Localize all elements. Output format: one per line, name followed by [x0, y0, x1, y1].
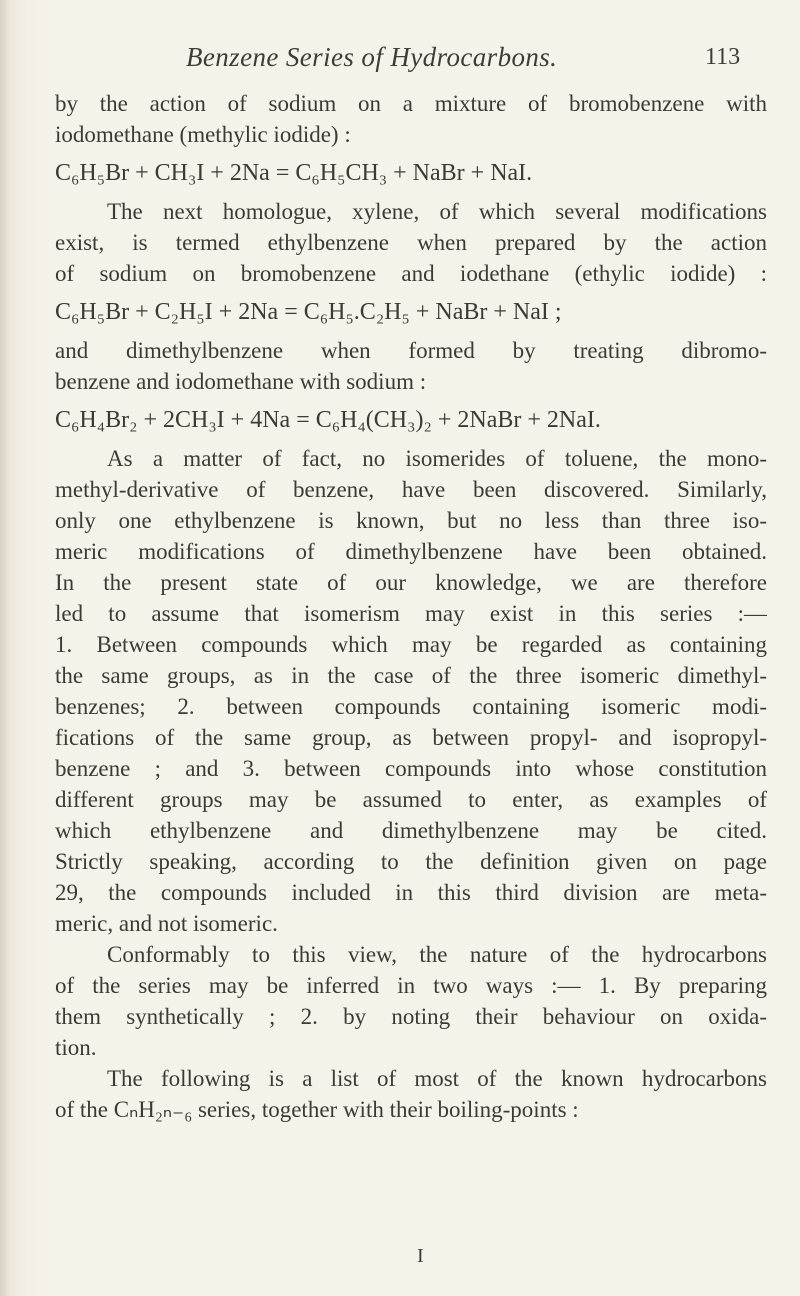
running-title: Benzene Series of Hydrocarbons. [186, 42, 558, 72]
text-line: different groups may be assumed to enter, as examples of [55, 787, 767, 812]
chemical-equation: C₆H₅Br + CH₃I + 2Na = C₆H₅CH₃ + NaBr + NaI. [55, 160, 533, 186]
signature-mark: I [417, 1245, 424, 1267]
text-line: meric modifications of dimethylbenzene have been obtained. [55, 539, 767, 564]
text-line: benzene ; and 3. between compounds into whose constitution [55, 756, 767, 781]
text-line: of sodium on bromobenzene and iodethane (ethylic iodide) : [55, 261, 767, 286]
text-line: As a matter of fact, no isomerides of toluene, the mono- [107, 446, 767, 471]
text-line: which ethylbenzene and dimethylbenzene may be cited. [55, 818, 767, 843]
text-line: benzenes; 2. between compounds containing isomeric modi- [55, 694, 767, 719]
text-line: the same groups, as in the case of the three isomeric dimethyl- [55, 663, 767, 688]
text-line: 29, the compounds included in this third division are meta- [55, 880, 767, 905]
text-line: benzene and iodomethane with sodium : [55, 369, 427, 394]
chemical-equation: C₆H₄Br₂ + 2CH₃I + 4Na = C₆H₄(CH₃)₂ + 2NaBr + 2NaI. [55, 407, 601, 433]
text-line: of the series may be inferred in two ways :— 1. By preparing [55, 973, 767, 998]
page-number: 113 [705, 44, 741, 70]
text-line: of the CₙH₂ₙ₋₆ series, together with their boiling-points : [55, 1097, 579, 1122]
text-line: methyl-derivative of benzene, have been discovered. Similarly, [55, 477, 767, 502]
text-line: iodomethane (methylic iodide) : [55, 122, 351, 147]
text-line: them synthetically ; 2. by noting their behaviour on oxida- [55, 1004, 767, 1029]
text-line: only one ethylbenzene is known, but no less than three iso- [55, 508, 767, 533]
gutter-shadow [0, 0, 10, 1296]
text-line: tion. [55, 1035, 97, 1060]
text-line: The next homologue, xylene, of which several modifications [107, 199, 767, 224]
text-line: In the present state of our knowledge, we are therefore [55, 570, 767, 595]
text-line: The following is a list of most of the known hydrocarbons [107, 1066, 767, 1091]
text-line: and dimethylbenzene when formed by treating dibromo- [55, 338, 767, 363]
text-line: fications of the same group, as between propyl- and isopropyl- [55, 725, 767, 750]
text-line: Strictly speaking, according to the definition given on page [55, 849, 767, 874]
chemical-equation: C₆H₅Br + C₂H₅I + 2Na = C₆H₅.C₂H₅ + NaBr + NaI ; [55, 299, 562, 325]
text-line: meric, and not isomeric. [55, 911, 278, 936]
body-text [55, 88, 767, 1125]
text-line: led to assume that isomerism may exist in this series :— [55, 601, 767, 626]
text-line: by the action of sodium on a mixture of bromobenzene with [55, 91, 767, 116]
page-header [0, 42, 800, 78]
text-line: 1. Between compounds which may be regarded as containing [55, 632, 767, 657]
text-line: Conformably to this view, the nature of the hydrocarbons [107, 942, 767, 967]
text-line: exist, is termed ethylbenzene when prepared by the action [55, 230, 767, 255]
